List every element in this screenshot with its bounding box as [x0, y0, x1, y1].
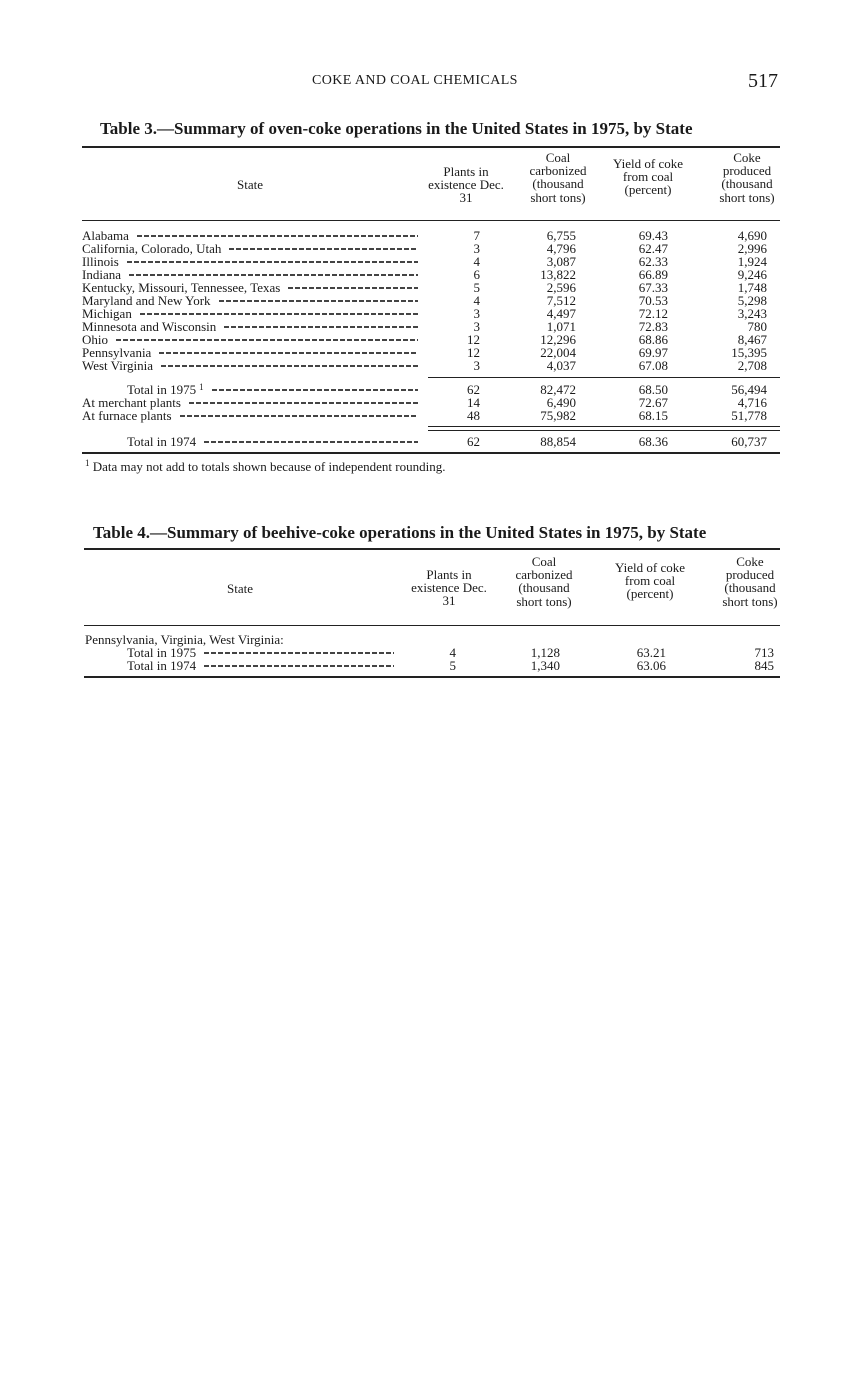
cell-coke: 5,298 [737, 293, 767, 308]
cell-plants: 4 [449, 645, 456, 660]
dot-leader [204, 441, 418, 443]
state-text: Michigan [82, 306, 132, 321]
table3-col-plants-header: Plants in existence Dec. 31 [428, 164, 504, 206]
cell-yield: 66.89 [638, 267, 668, 282]
table4-col-state-header: State [227, 581, 253, 596]
cell-coal: 1,071 [546, 319, 576, 334]
cell-yield: 68.86 [638, 332, 668, 347]
cell-coal: 75,982 [540, 408, 576, 423]
cell-yield: 68.15 [638, 408, 668, 423]
table3-row [82, 359, 767, 372]
cell-coke: 4,716 [737, 395, 767, 410]
state-text: Indiana [82, 267, 121, 282]
state-text: Minnesota and Wisconsin [82, 319, 217, 334]
dot-leader [127, 261, 418, 263]
table3-subtotal-rule [428, 377, 780, 378]
dot-leader [288, 287, 418, 289]
cell-coke: 845 [754, 658, 774, 673]
state-text: Alabama [82, 228, 129, 243]
state-text: Total in 1974 [127, 434, 197, 449]
dot-leader [161, 365, 418, 367]
table3-col-coal-header: Coal carbonized (thousand short tons) [529, 150, 587, 205]
cell-coke: 713 [754, 645, 774, 660]
cell-coke: 1,748 [737, 280, 767, 295]
cell-plants: 4 [473, 254, 480, 269]
cell-plants: 5 [449, 658, 456, 673]
cell-yield: 68.36 [638, 434, 668, 449]
cell-coal: 2,596 [546, 280, 576, 295]
cell-coke: 1,924 [737, 254, 767, 269]
cell-coal: 1,340 [530, 658, 560, 673]
state-text: Maryland and New York [82, 293, 211, 308]
table3-header-rule [82, 220, 780, 221]
table3-bottom-rule [82, 452, 780, 454]
state-text: At merchant plants [82, 395, 181, 410]
table3-top-rule [82, 146, 780, 148]
cell-plants: 7 [473, 228, 480, 243]
cell-coal: 1,128 [530, 645, 560, 660]
cell-plants: 3 [473, 358, 480, 373]
table4-col-yield-header: Yield of coke from coal (percent) [614, 560, 686, 602]
cell-plants: 62 [467, 434, 480, 449]
cell-coke: 15,395 [731, 345, 767, 360]
state-text: Ohio [82, 332, 108, 347]
table4-col-coke-header: Coke produced (thousand short tons) [722, 554, 778, 609]
cell-plants: 3 [473, 319, 480, 334]
cell-plants: 12 [467, 332, 480, 347]
cell-yield: 72.83 [638, 319, 668, 334]
cell-coal: 4,796 [546, 241, 576, 256]
cell-plants: 6 [473, 267, 480, 282]
running-head: COKE AND COAL CHEMICALS [312, 73, 518, 88]
dot-leader [219, 300, 418, 302]
dot-leader [137, 235, 418, 237]
cell-plants: 62 [467, 382, 480, 397]
footnote-ref: 1 [199, 382, 204, 392]
dot-leader [189, 402, 418, 404]
table4-top-rule [84, 548, 780, 550]
cell-coal: 22,004 [540, 345, 576, 360]
table3-double-rule [428, 426, 780, 431]
footnote-text: Data may not add to totals shown because of independent rounding. [92, 459, 446, 474]
state-text: At furnace plants [82, 408, 172, 423]
table3-col-state-header: State [237, 177, 263, 192]
cell-coal: 3,087 [546, 254, 576, 269]
dot-leader [180, 415, 418, 417]
cell-yield: 62.47 [638, 241, 668, 256]
cell-yield: 70.53 [638, 293, 668, 308]
cell-yield: 69.43 [638, 228, 668, 243]
dot-leader [204, 652, 394, 654]
cell-coke: 2,708 [737, 358, 767, 373]
cell-plants: 12 [467, 345, 480, 360]
table4-row [127, 659, 774, 672]
table3-total-row [127, 383, 767, 396]
cell-coke: 780 [747, 319, 767, 334]
state-text: Total in 1974 [127, 658, 197, 673]
cell-coke: 9,246 [737, 267, 767, 282]
table4-title: Table 4.—Summary of beehive-coke operations in the United States in 1975, by State [93, 523, 707, 542]
state-text: Illinois [82, 254, 119, 269]
cell-plants: 5 [473, 280, 480, 295]
cell-coal: 4,497 [546, 306, 576, 321]
page-header [0, 70, 857, 94]
cell-plants: 3 [473, 241, 480, 256]
state-text: Total in 1975 [127, 645, 197, 660]
state-label [82, 359, 153, 372]
table4-header-rule [84, 625, 780, 626]
page-number: 517 [748, 70, 778, 92]
table3-col-coke-header: Coke produced (thousand short tons) [719, 150, 775, 205]
cell-coke: 3,243 [737, 306, 767, 321]
cell-coal: 82,472 [540, 382, 576, 397]
cell-coke: 8,467 [737, 332, 767, 347]
state-label [127, 659, 196, 672]
dot-leader [212, 389, 418, 391]
cell-coal: 7,512 [546, 293, 576, 308]
table4-bottom-rule [84, 676, 780, 678]
cell-plants: 48 [467, 408, 480, 423]
dot-leader [229, 248, 418, 250]
footnote-marker: 1 [85, 458, 90, 468]
table3-col-yield-header: Yield of coke from coal (percent) [612, 156, 684, 198]
cell-yield: 72.67 [638, 395, 668, 410]
dot-leader [129, 274, 418, 276]
state-label [82, 409, 172, 422]
cell-coal: 6,755 [546, 228, 576, 243]
cell-yield: 67.08 [638, 358, 668, 373]
cell-yield: 63.06 [636, 658, 666, 673]
dot-leader [224, 326, 418, 328]
cell-yield: 72.12 [638, 306, 668, 321]
state-text: California, Colorado, Utah [82, 241, 222, 256]
dot-leader [116, 339, 418, 341]
cell-coal: 13,822 [540, 267, 576, 282]
state-text: Kentucky, Missouri, Tennessee, Texas [82, 280, 281, 295]
cell-yield: 62.33 [638, 254, 668, 269]
cell-coke: 56,494 [731, 382, 767, 397]
cell-yield: 67.33 [638, 280, 668, 295]
cell-coke: 60,737 [731, 434, 767, 449]
table4-col-coal-header: Coal carbonized (thousand short tons) [515, 554, 573, 609]
table3-title: Table 3.—Summary of oven-coke operations in the United States in 1975, by State [100, 119, 693, 138]
state-label [127, 435, 196, 448]
cell-coal: 4,037 [546, 358, 576, 373]
table3-subtotal-row [82, 409, 767, 422]
cell-coal: 12,296 [540, 332, 576, 347]
table4-col-plants-header: Plants in existence Dec. 31 [411, 567, 487, 609]
dot-leader [204, 665, 394, 667]
cell-yield: 63.21 [636, 645, 666, 660]
table3-prior-total-row [127, 435, 767, 448]
dot-leader [140, 313, 418, 315]
cell-yield: 68.50 [638, 382, 668, 397]
cell-plants: 3 [473, 306, 480, 321]
cell-plants: 14 [467, 395, 480, 410]
dot-leader [159, 352, 418, 354]
state-text: Pennsylvania [82, 345, 152, 360]
cell-coke: 4,690 [737, 228, 767, 243]
state-text: Total in 1975 [127, 382, 197, 397]
cell-coal: 6,490 [546, 395, 576, 410]
group-label-text: Pennsylvania, Virginia, West Virginia: [85, 632, 284, 647]
cell-coal: 88,854 [540, 434, 576, 449]
state-text: West Virginia [82, 358, 153, 373]
table3-footnote [85, 459, 445, 475]
cell-coke: 2,996 [737, 241, 767, 256]
cell-plants: 4 [473, 293, 480, 308]
cell-yield: 69.97 [638, 345, 668, 360]
cell-coke: 51,778 [731, 408, 767, 423]
